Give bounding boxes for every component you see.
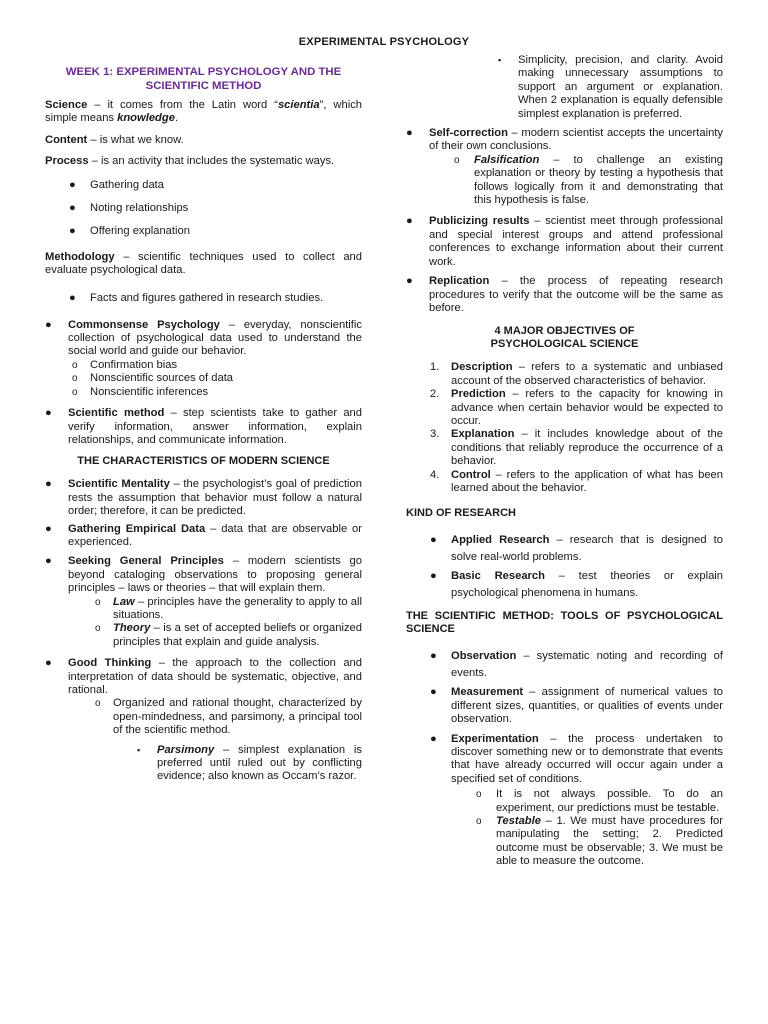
- applied-research-item: ● Applied Research – research that is designed to solve real-world problems.: [430, 534, 723, 564]
- scientific-method-item: ● Scientific method – step scientists take to gather and verify information, answer information, explain relationships, and communicate information.: [45, 407, 362, 446]
- square-bullet-icon: ▪: [137, 744, 141, 755]
- characteristics-heading: THE CHARACTERISTICS OF MODERN SCIENCE: [77, 455, 330, 468]
- list-item: ● Offering explanation: [69, 225, 190, 238]
- knowledge-word: knowledge: [117, 112, 175, 125]
- law-item: o Law – principles have the generality to apply to all situations.: [95, 595, 362, 621]
- bullet-icon: ●: [430, 534, 437, 547]
- right-column: [406, 54, 723, 869]
- science-definition: Science – it comes from the Latin word “scientia”, which simple means knowledge.: [45, 99, 363, 125]
- week-heading: WEEK 1: EXPERIMENTAL PSYCHOLOGY AND THE SCIENTIFIC METHOD: [65, 66, 342, 92]
- bullet-icon: ●: [45, 522, 52, 535]
- bullet-icon: ●: [45, 657, 52, 670]
- simplicity-item: ▪ Simplicity, precision, and clarity. Avoid making unnecessary assumptions to support an argument or explanation. When 2 explanation is equally defensible simplest explanation is preferred.: [498, 54, 723, 120]
- methodology-definition: Methodology – scientific techniques used to collect and evaluate psychological data.: [45, 250, 362, 277]
- objective-item: 3. Explanation – it includes knowledge about of the conditions that reliably reproduce the occurrence of a behavior.: [430, 428, 723, 468]
- experimentation-item: ● Experimentation – the process undertaken to discover something new or to demonstrate that events that have already occurred will occur again under a specified set of conditions.: [430, 732, 723, 785]
- list-item: ● Facts and figures gathered in research studies.: [45, 290, 362, 307]
- bullet-icon: ●: [430, 686, 437, 699]
- circle-bullet-icon: o: [95, 698, 101, 710]
- empirical-item: ● Gathering Empirical Data – data that are observable or experienced.: [45, 522, 363, 548]
- circle-bullet-icon: o: [72, 373, 78, 385]
- kind-of-research-heading: KIND OF RESEARCH: [406, 507, 517, 520]
- bullet-icon: ●: [69, 202, 76, 215]
- list-item: ● Noting relationships: [69, 202, 189, 215]
- scientia-word: scientia: [277, 99, 320, 111]
- circle-bullet-icon: o: [95, 623, 101, 635]
- bullet-icon: ●: [430, 732, 437, 745]
- circle-bullet-icon: o: [72, 359, 78, 371]
- objective-item: 1. Description – refers to a systematic and unbiased account of the observed characteristics of behavior.: [430, 361, 723, 387]
- left-column: [45, 66, 362, 784]
- document-title: EXPERIMENTAL PSYCHOLOGY: [298, 36, 470, 48]
- objective-item: 4. Control – refers to the application of what has been learned about the behavior.: [430, 468, 723, 494]
- bullet-icon: ●: [406, 275, 413, 288]
- replication-item: ● Replication – the process of repeating research procedures to verify that the outcome will be the same as before.: [406, 275, 723, 314]
- list-item: o Nonscientific inferences: [72, 385, 209, 398]
- bullet-icon: ●: [430, 570, 437, 583]
- testable-item: o Testable – 1. We must have procedures for manipulating the setting; 2. Predicted outcome must be observable; 3. We must be able to measure the outcome.: [476, 815, 723, 868]
- bullet-icon: ●: [45, 555, 52, 568]
- theory-item: o Theory – is a set of accepted beliefs or organized principles that explain and guide analysis.: [95, 622, 362, 648]
- bullet-icon: ●: [45, 318, 52, 331]
- bullet-icon: ●: [69, 291, 76, 304]
- square-bullet-icon: ▪: [498, 55, 502, 65]
- thinking-subitem: o Organized and rational thought, characterized by open-mindedness, and parsimony, a principal tool of the scientific method.: [95, 697, 362, 737]
- self-correction-item: ● Self-correction – modern scientist accepts the uncertainty of their own conclusions.: [406, 127, 723, 153]
- basic-research-item: ● Basic Research – test theories or explain psychological phenomena in humans.: [430, 570, 723, 600]
- circle-bullet-icon: o: [95, 596, 101, 608]
- list-item: o Confirmation bias: [72, 358, 178, 371]
- objective-item: 2. Prediction – refers to the capacity for knowing in advance when certain behavior would be expected to occur.: [430, 388, 723, 427]
- observation-item: ● Observation – systematic noting and recording of events.: [430, 650, 723, 680]
- experimentation-subitem: o It is not always possible. To do an experiment, our predictions must be testable.: [476, 788, 723, 814]
- bullet-icon: ●: [45, 478, 52, 491]
- bullet-icon: ●: [430, 650, 437, 663]
- bullet-icon: ●: [69, 225, 76, 238]
- objectives-heading: 4 MAJOR OBJECTIVES OF PSYCHOLOGICAL SCIENCE: [490, 325, 639, 351]
- bullet-icon: ●: [45, 407, 52, 420]
- list-item: ● Gathering data: [69, 178, 165, 191]
- commonsense-item: ● Commonsense Psychology – everyday, nonscientific collection of psychological data used to understand the social world and guide our behavior.: [45, 318, 362, 358]
- falsification-item: o Falsification – to challenge an existing explanation or theory by testing a hypothesis that follows logically from it and demonstrating that this hypothesis is false.: [454, 153, 723, 207]
- science-term: Science: [45, 99, 88, 111]
- bullet-icon: ●: [406, 215, 413, 228]
- parsimony-item: ▪ Parsimony – simplest explanation is preferred until ruled out by conflicting evidence; also known as Occam’s razor.: [137, 743, 362, 783]
- mentality-item: ● Scientific Mentality – the psychologist’s goal of prediction rests the assumption that behavior must follow a natural order; therefore, it can be predicted.: [45, 478, 362, 518]
- tools-heading: THE SCIENTIFIC METHOD: TOOLS OF PSYCHOLOGICAL SCIENCE: [406, 610, 723, 636]
- bullet-icon: ●: [69, 178, 76, 191]
- publicizing-item: ● Publicizing results – scientist meet through professional and special interest groups and attend professional conferences to exchange information about their current work.: [406, 215, 723, 268]
- circle-bullet-icon: o: [72, 386, 78, 398]
- content-definition: Content – is what we know.: [45, 133, 184, 146]
- list-item: o Nonscientific sources of data: [72, 372, 234, 385]
- circle-bullet-icon: o: [476, 789, 482, 801]
- measurement-item: ● Measurement – assignment of numerical values to different sizes, quantities, or qualities of events under observation.: [430, 686, 723, 726]
- principles-item: ● Seeking General Principles – modern scientists go beyond cataloging observations to proposing general principles – laws or theories – that will explain them.: [45, 555, 362, 595]
- bullet-icon: ●: [406, 127, 413, 140]
- circle-bullet-icon: o: [454, 154, 460, 166]
- good-thinking-item: ● Good Thinking – the approach to the collection and interpretation of data should be systematic, objective, and rational.: [45, 657, 363, 696]
- process-definition: Process – is an activity that includes the systematic ways.: [45, 155, 335, 168]
- circle-bullet-icon: o: [476, 816, 482, 828]
